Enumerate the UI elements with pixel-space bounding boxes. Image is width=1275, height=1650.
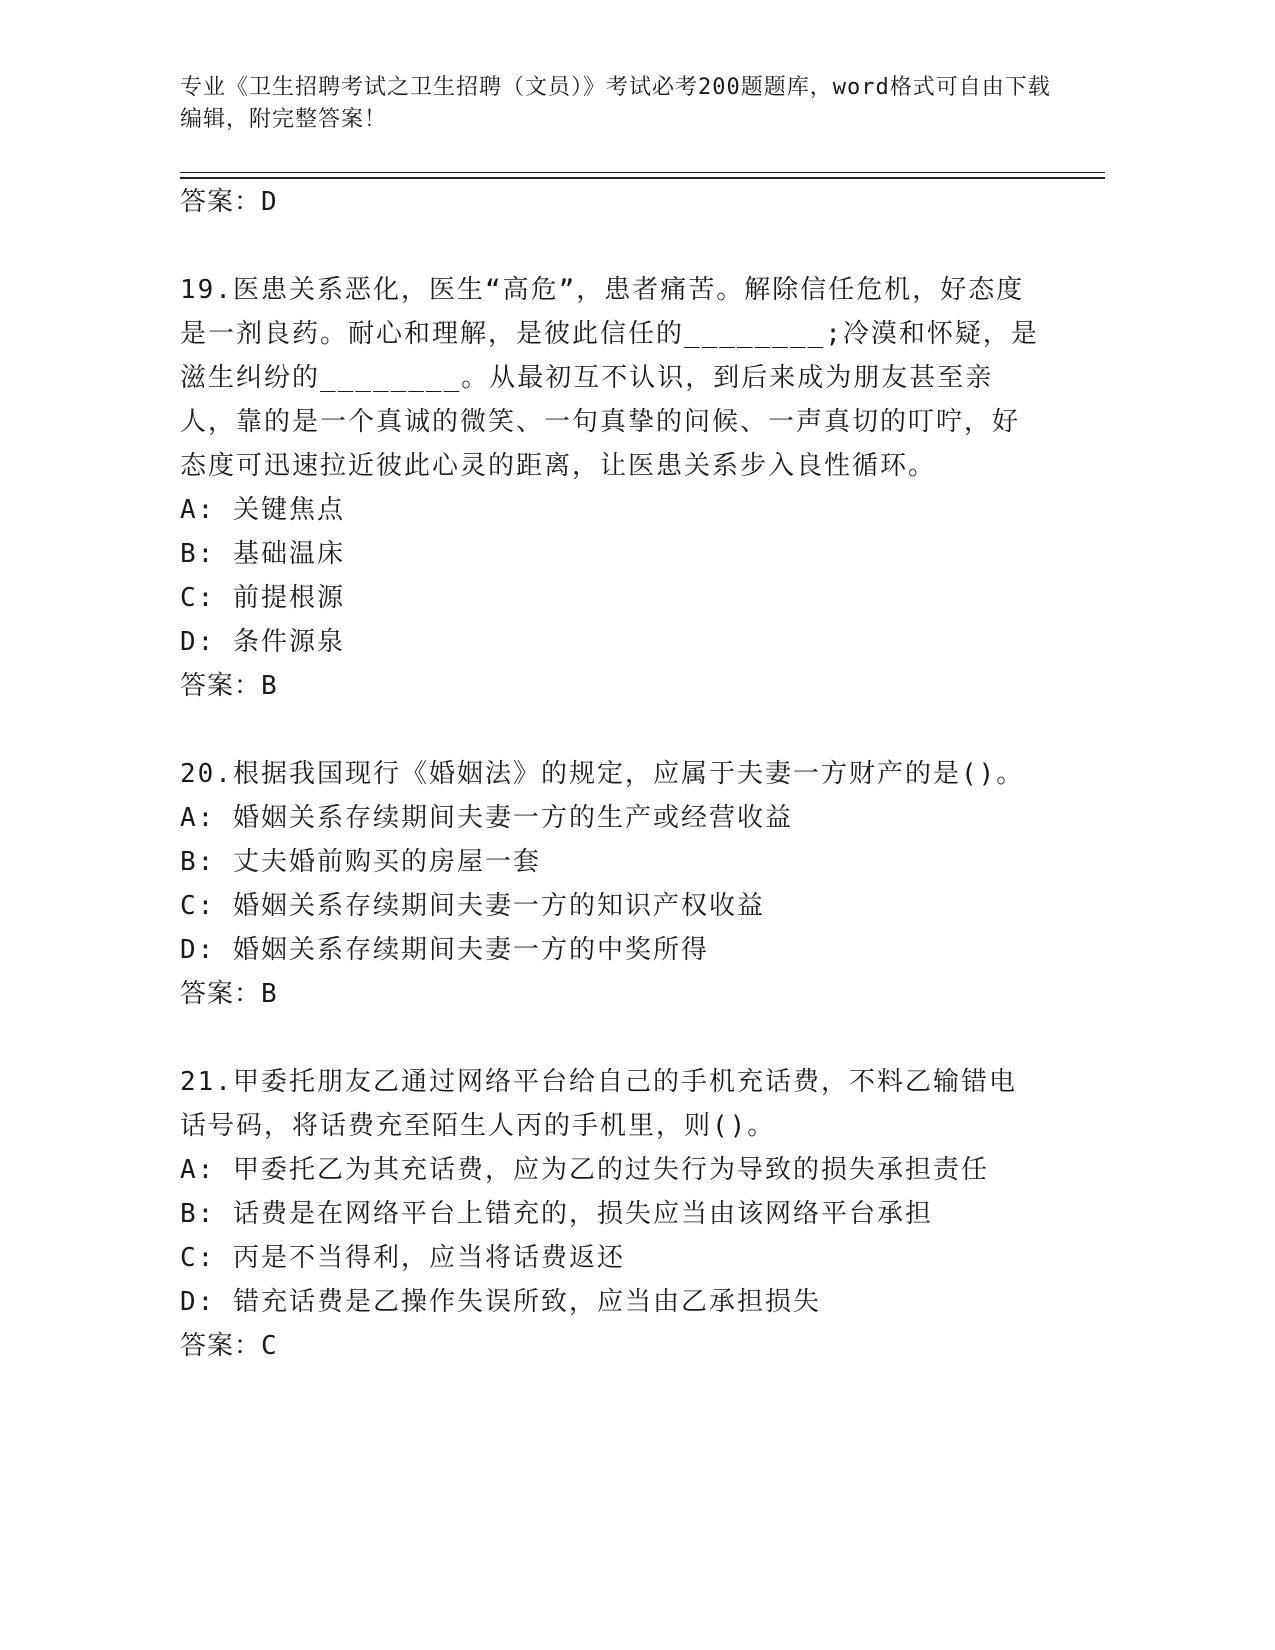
answer-value: C bbox=[261, 1331, 278, 1361]
question-answer bbox=[180, 1324, 1040, 1368]
option-a: A: 甲委托乙为其充话费，应为乙的过失行为导致的损失承担责任 bbox=[180, 1155, 989, 1185]
question-block bbox=[180, 1060, 1040, 1368]
option-b: B: 基础温床 bbox=[180, 539, 345, 569]
option-b: B: 话费是在网络平台上错充的，损失应当由该网络平台承担 bbox=[180, 1199, 933, 1229]
option-c: C: 婚姻关系存续期间夫妻一方的知识产权收益 bbox=[180, 891, 765, 921]
question-stem: 21.甲委托朋友乙通过网络平台给自己的手机充话费，不料乙输错电话号码，将话费充至陌生人丙的手机里，则()。 bbox=[180, 1067, 1017, 1141]
option-d: D: 错充话费是乙操作失误所致，应当由乙承担损失 bbox=[180, 1287, 821, 1317]
option-d: D: 婚姻关系存续期间夫妻一方的中奖所得 bbox=[180, 935, 709, 965]
question-list bbox=[180, 180, 1040, 1368]
answer-label: 答案： bbox=[180, 671, 262, 701]
spacer bbox=[180, 708, 1040, 752]
option-c: C: 丙是不当得利，应当将话费返还 bbox=[180, 1243, 625, 1273]
option-c: C: 前提根源 bbox=[180, 583, 345, 613]
answer-label: 答案： bbox=[180, 187, 262, 217]
answer-label: 答案： bbox=[180, 979, 262, 1009]
answer-value: D bbox=[261, 187, 278, 217]
question-answer bbox=[180, 664, 1040, 708]
spacer bbox=[180, 1016, 1040, 1060]
question-stem: 19.医患关系恶化，医生“高危”，患者痛苦。解除信任危机，好态度是一剂良药。耐心和理解，是彼此信任的________;冷漠和怀疑，是滋生纠纷的________。从最初互不认识，到后来成为朋友甚至亲人，靠的是一个真诚的微笑、一句真挚的问候、一声真切的叮咛，好态度可迅速拉近彼此心灵的距离，让医患关系步入良性循环。 bbox=[180, 275, 1039, 481]
option-b: B: 丈夫婚前购买的房屋一套 bbox=[180, 847, 541, 877]
answer-value: B bbox=[261, 979, 278, 1009]
question-answer bbox=[180, 972, 1040, 1016]
previous-answer bbox=[180, 180, 1040, 224]
answer-value: B bbox=[261, 671, 278, 701]
document-header: 专业《卫生招聘考试之卫生招聘（文员）》考试必考200题题库，word格式可自由下载编辑，附完整答案！ bbox=[180, 75, 1051, 132]
spacer bbox=[180, 224, 1040, 268]
option-d: D: 条件源泉 bbox=[180, 627, 345, 657]
question-block bbox=[180, 752, 1040, 1016]
option-a: A: 婚姻关系存续期间夫妻一方的生产或经营收益 bbox=[180, 803, 793, 833]
question-block bbox=[180, 268, 1040, 708]
answer-label: 答案： bbox=[180, 1331, 262, 1361]
option-a: A: 关键焦点 bbox=[180, 495, 345, 525]
header-divider-thick bbox=[180, 177, 1105, 179]
header-divider-thin bbox=[180, 172, 1105, 173]
question-stem: 20.根据我国现行《婚姻法》的规定，应属于夫妻一方财产的是()。 bbox=[180, 759, 1025, 789]
